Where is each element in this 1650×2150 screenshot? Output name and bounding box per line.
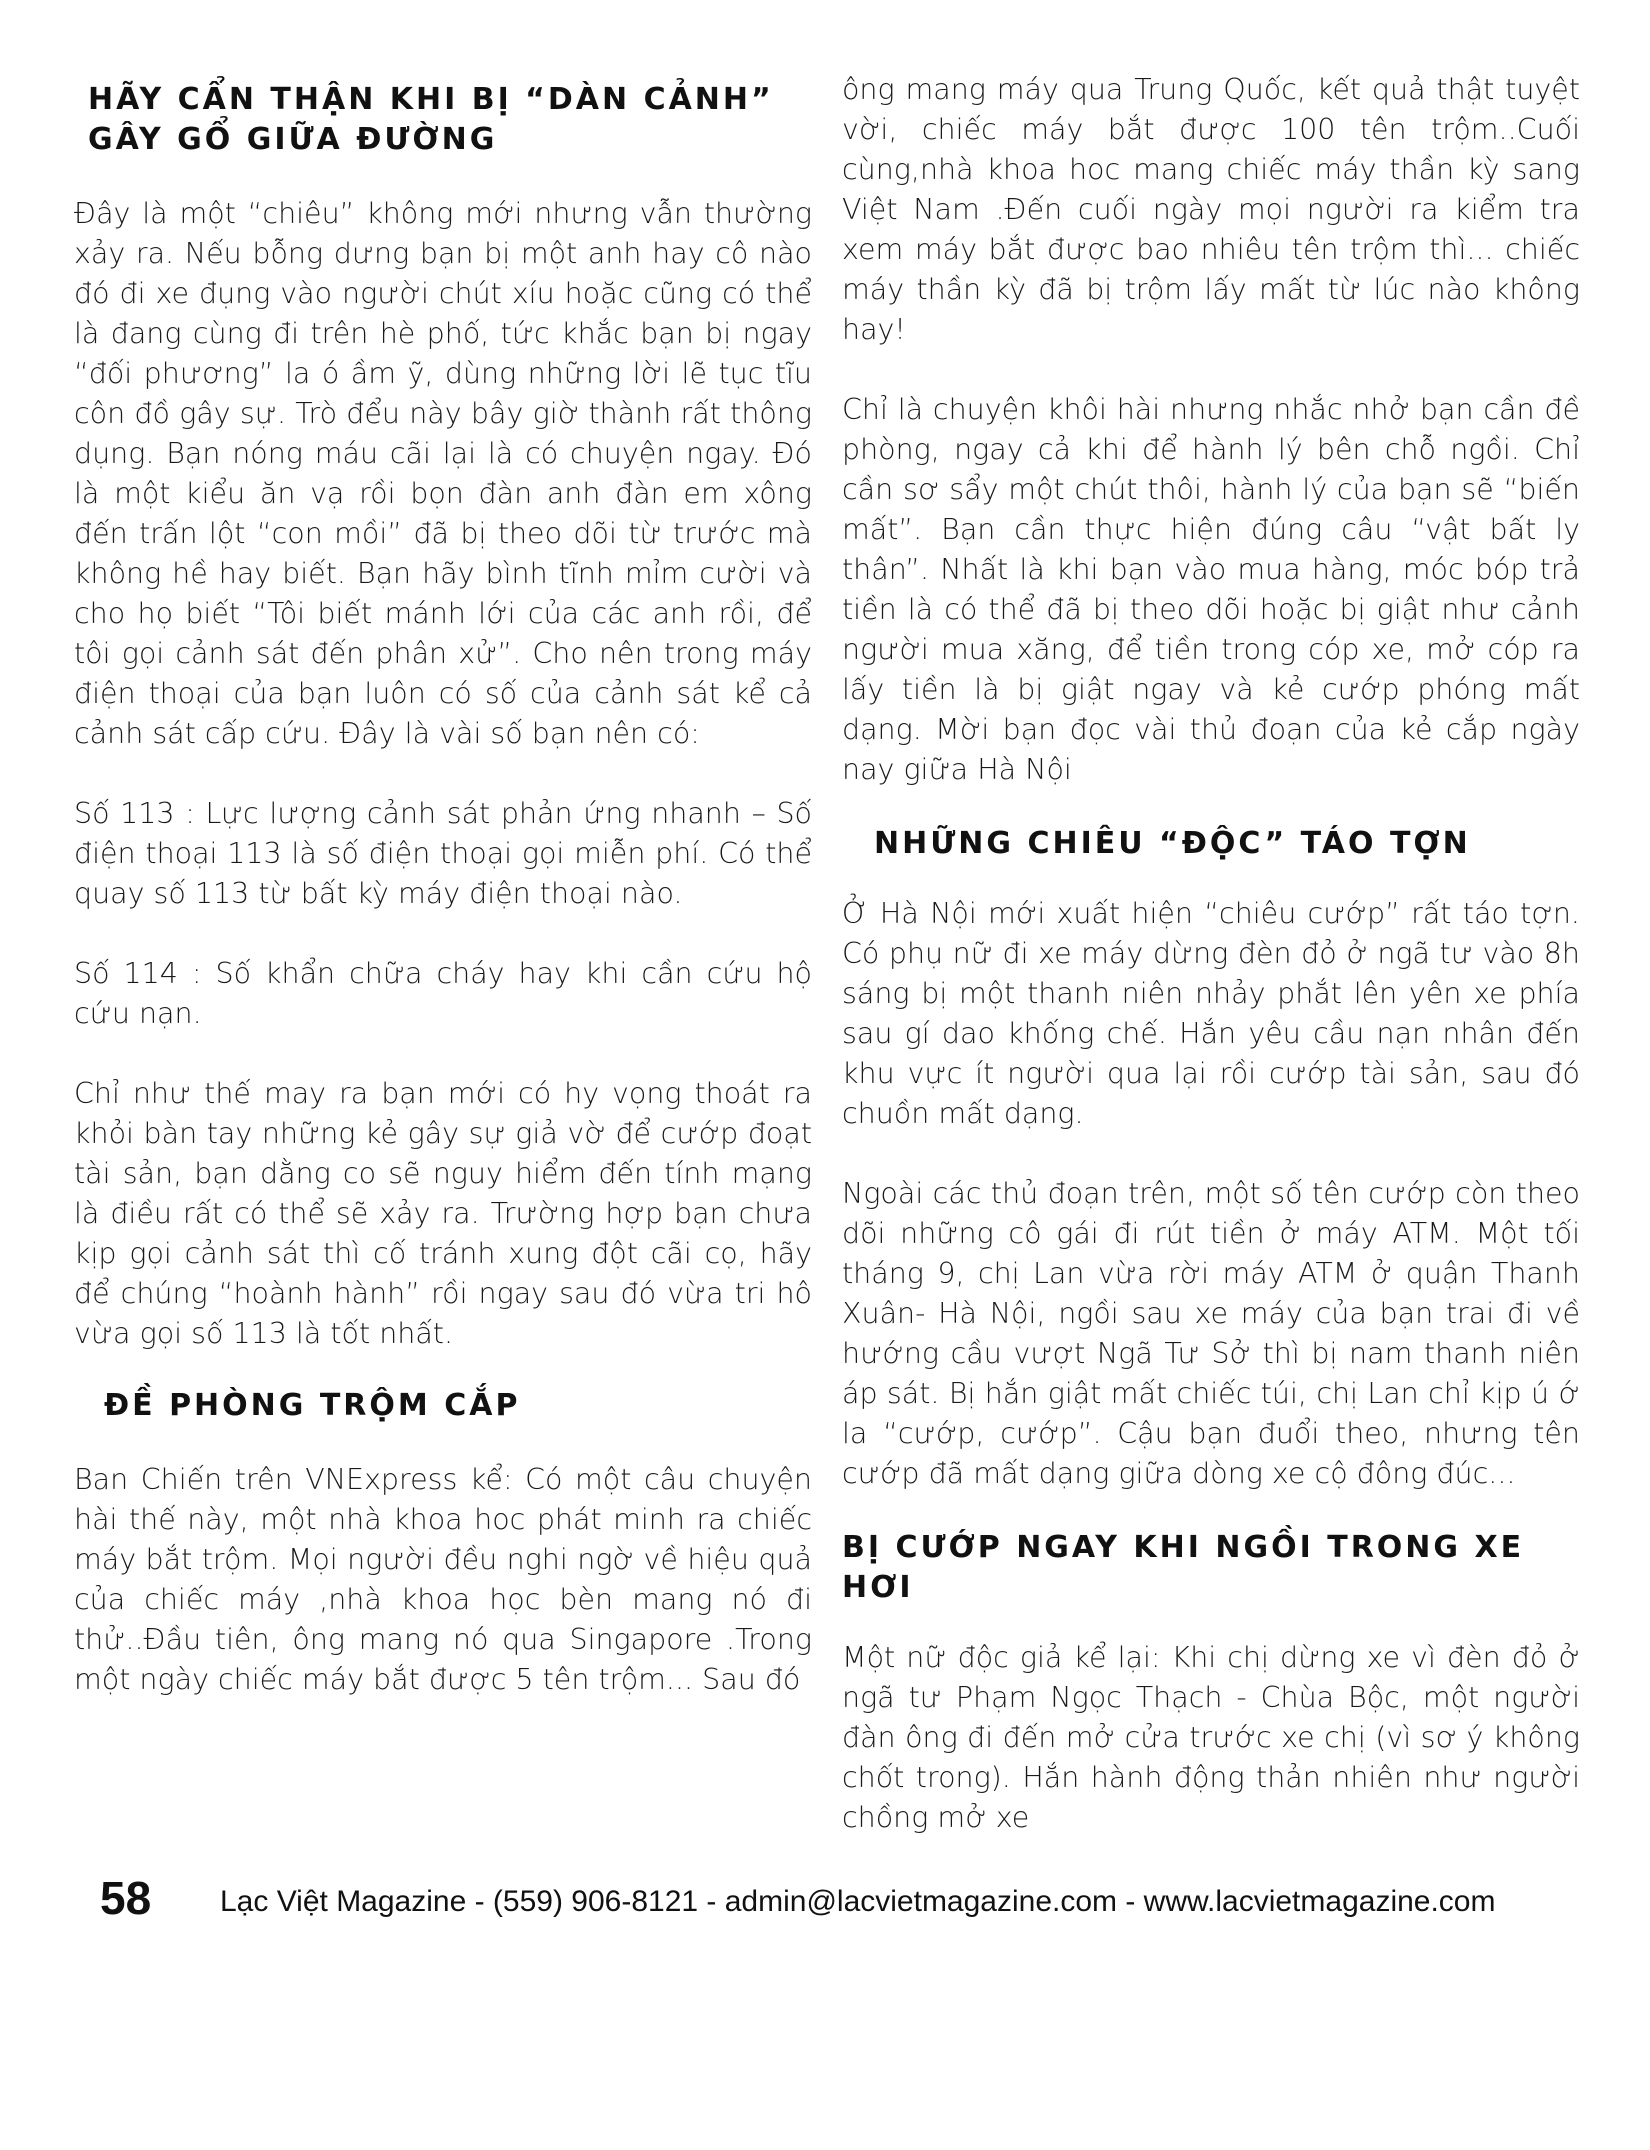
paragraph: Đây là một “chiêu” không mới nhưng vẫn thường xảy ra. Nếu bỗng dưng bạn bị một anh hay cô nào đó đi xe đụng vào người chút xíu hoặc cũng có thể là đang cùng đi trên hè phố, tức khắc bạn bị ngay “đối phương” la ó ầm ỹ, dùng những lời lẽ tục tĩu côn đồ gây sự. Trò đểu này bây giờ thành rất thông dụng. Bạn nóng máu cãi lại là có chuyện ngay. Đó là một kiểu ăn vạ rồi bọn đàn anh đàn em xông đến trấn lột “con mồi” đã bị theo dõi từ trước mà không hề hay biết. Bạn hãy bình tĩnh mỉm cười và cho họ biết “Tôi biết mánh lới của các anh rồi, để tôi gọi cảnh sát đến phân xử”. Cho nên trong máy điện thoại của bạn luôn có số của cảnh sát kể cả cảnh sát cấp cứu. Đây là vài số bạn nên có: xyxy=(74,197,812,750)
paragraph: Ở Hà Nội mới xuất hiện “chiêu cướp” rất táo tợn. Có phụ nữ đi xe máy dừng đèn đỏ ở ngã tư vào 8h sáng bị một thanh niên nhảy phắt lên yên xe phía sau gí dao khống chế. Hắn yêu cầu nạn nhân đến khu vực ít người qua lại rồi cướp tài sản, sau đó chuồn mất dạng. xyxy=(842,897,1580,1130)
section-heading-car-robbery: BỊ CƯỚP NGAY KHI NGỒI TRONG XE HƠI xyxy=(842,1530,1525,1605)
page-footer xyxy=(100,1870,1600,1930)
section-heading-scam: HÃY CẨN THẬN KHI BỊ “DÀN CẢNH” GÂY GỔ GIỮA ĐƯỜNG xyxy=(88,82,774,157)
paragraph: Ban Chiến trên VNExpress kể: Có một câu chuyện hài thế này, một nhà khoa hoc phát minh ra chiếc máy bắt trộm. Mọi người đều nghi ngờ về hiệu quả của chiếc máy ,nhà khoa học bèn mang nó đi thử..Đầu tiên, ông mang nó qua Singapore .Trong một ngày chiếc máy bắt được 5 tên trộm... Sau đó xyxy=(74,1463,812,1696)
paragraph: Chỉ như thế may ra bạn mới có hy vọng thoát ra khỏi bàn tay những kẻ gây sự giả vờ để cướp đoạt tài sản, bạn dằng co sẽ nguy hiểm đến tính mạng là điều rất có thể sẽ xảy ra. Trường hợp bạn chưa kịp gọi cảnh sát thì cố tránh xung đột cãi cọ, hãy để chúng “hoành hành” rồi ngay sau đó vừa tri hô vừa gọi số 113 là tốt nhất. xyxy=(74,1077,812,1350)
paragraph: ông mang máy qua Trung Quốc, kết quả thật tuyệt vời, chiếc máy bắt được 100 tên trộm..Cuối cùng,nhà khoa hoc mang chiếc máy thần kỳ sang Việt Nam .Đến cuối ngày mọi người ra kiểm tra xem máy bắt được bao nhiêu tên trộm thì... chiếc máy thần kỳ đã bị trộm lấy mất từ lúc nào không hay! xyxy=(842,73,1580,346)
paragraph: Ngoài các thủ đoạn trên, một số tên cướp còn theo dõi những cô gái đi rút tiền ở máy ATM. Một tối tháng 9, chị Lan vừa rời máy ATM ở quận Thanh Xuân- Hà Nội, ngồi sau xe máy của bạn trai đi về hướng cầu vượt Ngã Tư Sở thì bị nam thanh niên áp sát. Bị hắn giật mất chiếc túi, chị Lan chỉ kịp ú ớ la “cướp, cướp”. Cậu bạn đuổi theo, nhưng tên cướp đã mất dạng giữa dòng xe cộ đông đúc... xyxy=(842,1177,1580,1490)
section-heading-tricks: NHỮNG CHIÊU “ĐỘC” TÁO TỢN xyxy=(874,826,1471,861)
paragraph: Số 114 : Số khẩn chữa cháy hay khi cần cứu hộ cứu nạn. xyxy=(74,957,812,1030)
section-heading-theft: ĐỀ PHÒNG TRỘM CẮP xyxy=(104,1388,521,1423)
left-column xyxy=(74,70,812,1700)
right-column xyxy=(842,70,1580,1838)
paragraph: Một nữ độc giả kể lại: Khi chị dừng xe vì đèn đỏ ở ngã tư Phạm Ngọc Thạch - Chùa Bộc, một người đàn ông đi đến mở cửa trước xe chị (vì sơ ý không chốt trong). Hắn hành động thản nhiên như người chồng mở xe xyxy=(842,1641,1580,1834)
paragraph: Chỉ là chuyện khôi hài nhưng nhắc nhở bạn cần đề phòng, ngay cả khi để hành lý bên chỗ ngồi. Chỉ cần sơ sẩy một chút thôi, hành lý của bạn sẽ “biến mất”. Bạn cần thực hiện đúng câu “vật bất ly thân”. Nhất là khi bạn vào mua hàng, móc bóp trả tiền là có thể đã bị theo dõi hoặc bị giật như cảnh người mua xăng, để tiền trong cóp xe, mở cóp ra lấy tiền là bị giật ngay và kẻ cướp phóng mất dạng. Mời bạn đọc vài thủ đoạn của kẻ cắp ngày nay giữa Hà Nội xyxy=(842,393,1580,786)
paragraph: Số 113 : Lực lượng cảnh sát phản ứng nhanh – Số điện thoại 113 là số điện thoại gọi miễn phí. Có thể quay số 113 từ bất kỳ máy điện thoại nào. xyxy=(74,797,812,910)
footer-contact: Lạc Việt Magazine - (559) 906-8121 - admin@lacvietmagazine.com - www.lacvietmagazine.com xyxy=(220,1885,1496,1918)
page-number: 58 xyxy=(100,1872,152,1924)
